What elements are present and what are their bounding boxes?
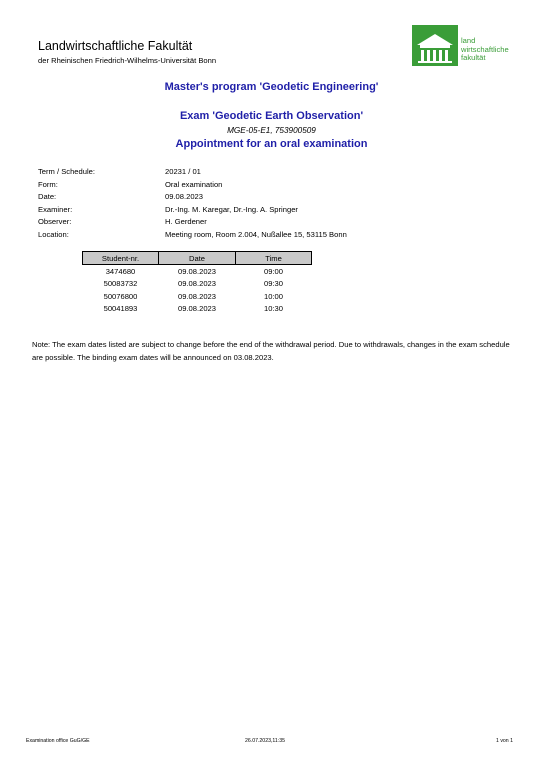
- info-row-date: [38, 191, 347, 204]
- column-header-student-nr: Student-nr.: [83, 252, 159, 265]
- footer-timestamp: 26.07.2023,11:35: [245, 738, 285, 744]
- info-row-location: [38, 229, 347, 242]
- student-nr-cell: 50076800: [103, 291, 138, 301]
- info-label: Form:: [38, 179, 58, 189]
- info-value: H. Gerdener: [165, 217, 207, 226]
- info-row-term: [38, 166, 347, 179]
- footer-page-number: 1 von 1: [496, 738, 514, 744]
- table-row: [83, 265, 312, 278]
- info-label: Examiner:: [38, 204, 73, 214]
- info-row-form: [38, 179, 347, 192]
- info-value: Dr.-Ing. M. Karegar, Dr.-Ing. A. Springer: [165, 204, 298, 214]
- table-header-row: [83, 252, 312, 265]
- table-row: [83, 278, 312, 291]
- date-cell: 09.08.2023: [177, 304, 216, 314]
- info-label: Location:: [38, 229, 69, 239]
- logo-text: [461, 37, 509, 63]
- logo-text-line: wirtschaftliche: [461, 44, 509, 54]
- faculty-title: Landwirtschaftliche Fakultät: [38, 39, 193, 53]
- info-label: Date:: [38, 192, 57, 201]
- appointment-table: [82, 251, 312, 315]
- exam-code: MGE-05-E1, 753900509: [227, 126, 316, 135]
- time-cell: 10:30: [263, 304, 283, 314]
- info-label: Term / Schedule:: [38, 167, 95, 176]
- logo-text-line: land: [461, 36, 476, 45]
- date-cell: 09.08.2023: [177, 291, 216, 301]
- student-nr-cell: 3474680: [105, 266, 136, 276]
- farm-building-icon: [412, 25, 458, 66]
- schedule-note: Note: The exam dates listed are subject to change before the end of the withdrawal period. Due to withdrawals, changes in the exam schedule are possible. The binding exam dates will be announced on 03.08.2023.: [32, 340, 510, 362]
- student-nr-cell: 50083732: [103, 279, 138, 289]
- table-row: [83, 303, 312, 316]
- appointment-title: Appointment for an oral examination: [175, 138, 368, 150]
- exam-info: [38, 166, 347, 241]
- exam-title: Exam 'Geodetic Earth Observation': [179, 110, 364, 122]
- column-header-time: Time: [236, 252, 312, 265]
- info-value: 20231 / 01: [165, 167, 201, 176]
- info-row-examiner: [38, 204, 347, 217]
- date-cell: 09.08.2023: [177, 266, 216, 276]
- info-value: Oral examination: [165, 179, 223, 189]
- faculty-logo: [412, 25, 517, 67]
- time-cell: 10:00: [263, 291, 283, 301]
- column-header-date: Date: [159, 252, 236, 265]
- logo-text-line: fakultät: [461, 53, 486, 62]
- info-value: Meeting room, Room 2.004, Nußallee 15, 53115 Bonn: [165, 229, 347, 239]
- time-cell: 09:00: [263, 266, 283, 276]
- info-label: Observer:: [38, 217, 72, 226]
- time-cell: 09:30: [263, 279, 283, 289]
- info-value: 09.08.2023: [165, 192, 204, 201]
- footer-office: Examination office GuG/GE: [26, 738, 90, 744]
- table-row: [83, 290, 312, 303]
- student-nr-cell: 50041893: [103, 304, 138, 314]
- date-cell: 09.08.2023: [177, 279, 216, 289]
- program-title: Master's program 'Geodetic Engineering': [164, 81, 379, 93]
- info-row-observer: [38, 216, 347, 229]
- university-name: der Rheinischen Friedrich-Wilhelms-Universität Bonn: [38, 56, 217, 65]
